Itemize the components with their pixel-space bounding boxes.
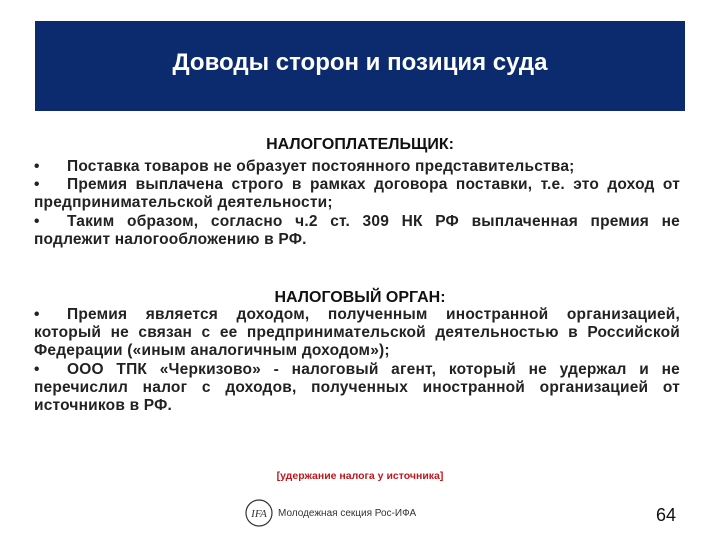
tax-authority-list xyxy=(34,306,680,415)
list-item: • Таким образом, согласно ч.2 ст. 309 НК РФ выплаченная премия не подлежит налогообложению в РФ. xyxy=(34,212,680,248)
list-item: • Поставка товаров не образует постоянного представительства; xyxy=(34,158,575,175)
footer xyxy=(244,498,416,528)
list-item: • Премия выплачена строго в рамках договора поставки, т.е. это доход от предпринимательской деятельности; xyxy=(34,176,680,212)
list-item: • ООО ТПК «Черкизово» - налоговый агент, который не удержал и не перечислил налог с доходов, полученных иностранной организацией от источников в РФ. xyxy=(34,360,680,415)
taxpayer-list xyxy=(34,158,680,249)
bullet: • xyxy=(34,212,40,230)
bullet: • xyxy=(34,176,40,194)
bullet: • xyxy=(34,158,40,175)
taxpayer-heading: НАЛОГОПЛАТЕЛЬЩИК: xyxy=(266,136,454,153)
list-item: • Премия является доходом, полученным иностранной организацией, который не связан с ее предпринимательской деятельностью в Российской Федерации («иным аналогичным доходом»); xyxy=(34,306,680,360)
tax-authority-heading: НАЛОГОВЫЙ ОРГАН: xyxy=(274,289,446,306)
slide-title: Доводы сторон и позиция суда xyxy=(172,49,548,76)
organization-name: Молодежная секция Рос-ИФА xyxy=(278,507,417,519)
bullet: • xyxy=(34,360,40,378)
ifa-logo-icon xyxy=(244,498,274,528)
source-note: [удержание налога у источника] xyxy=(276,470,444,482)
svg-text:IFA: IFA xyxy=(251,508,267,520)
page-number: 64 xyxy=(655,505,676,525)
bullet: • xyxy=(34,306,40,323)
